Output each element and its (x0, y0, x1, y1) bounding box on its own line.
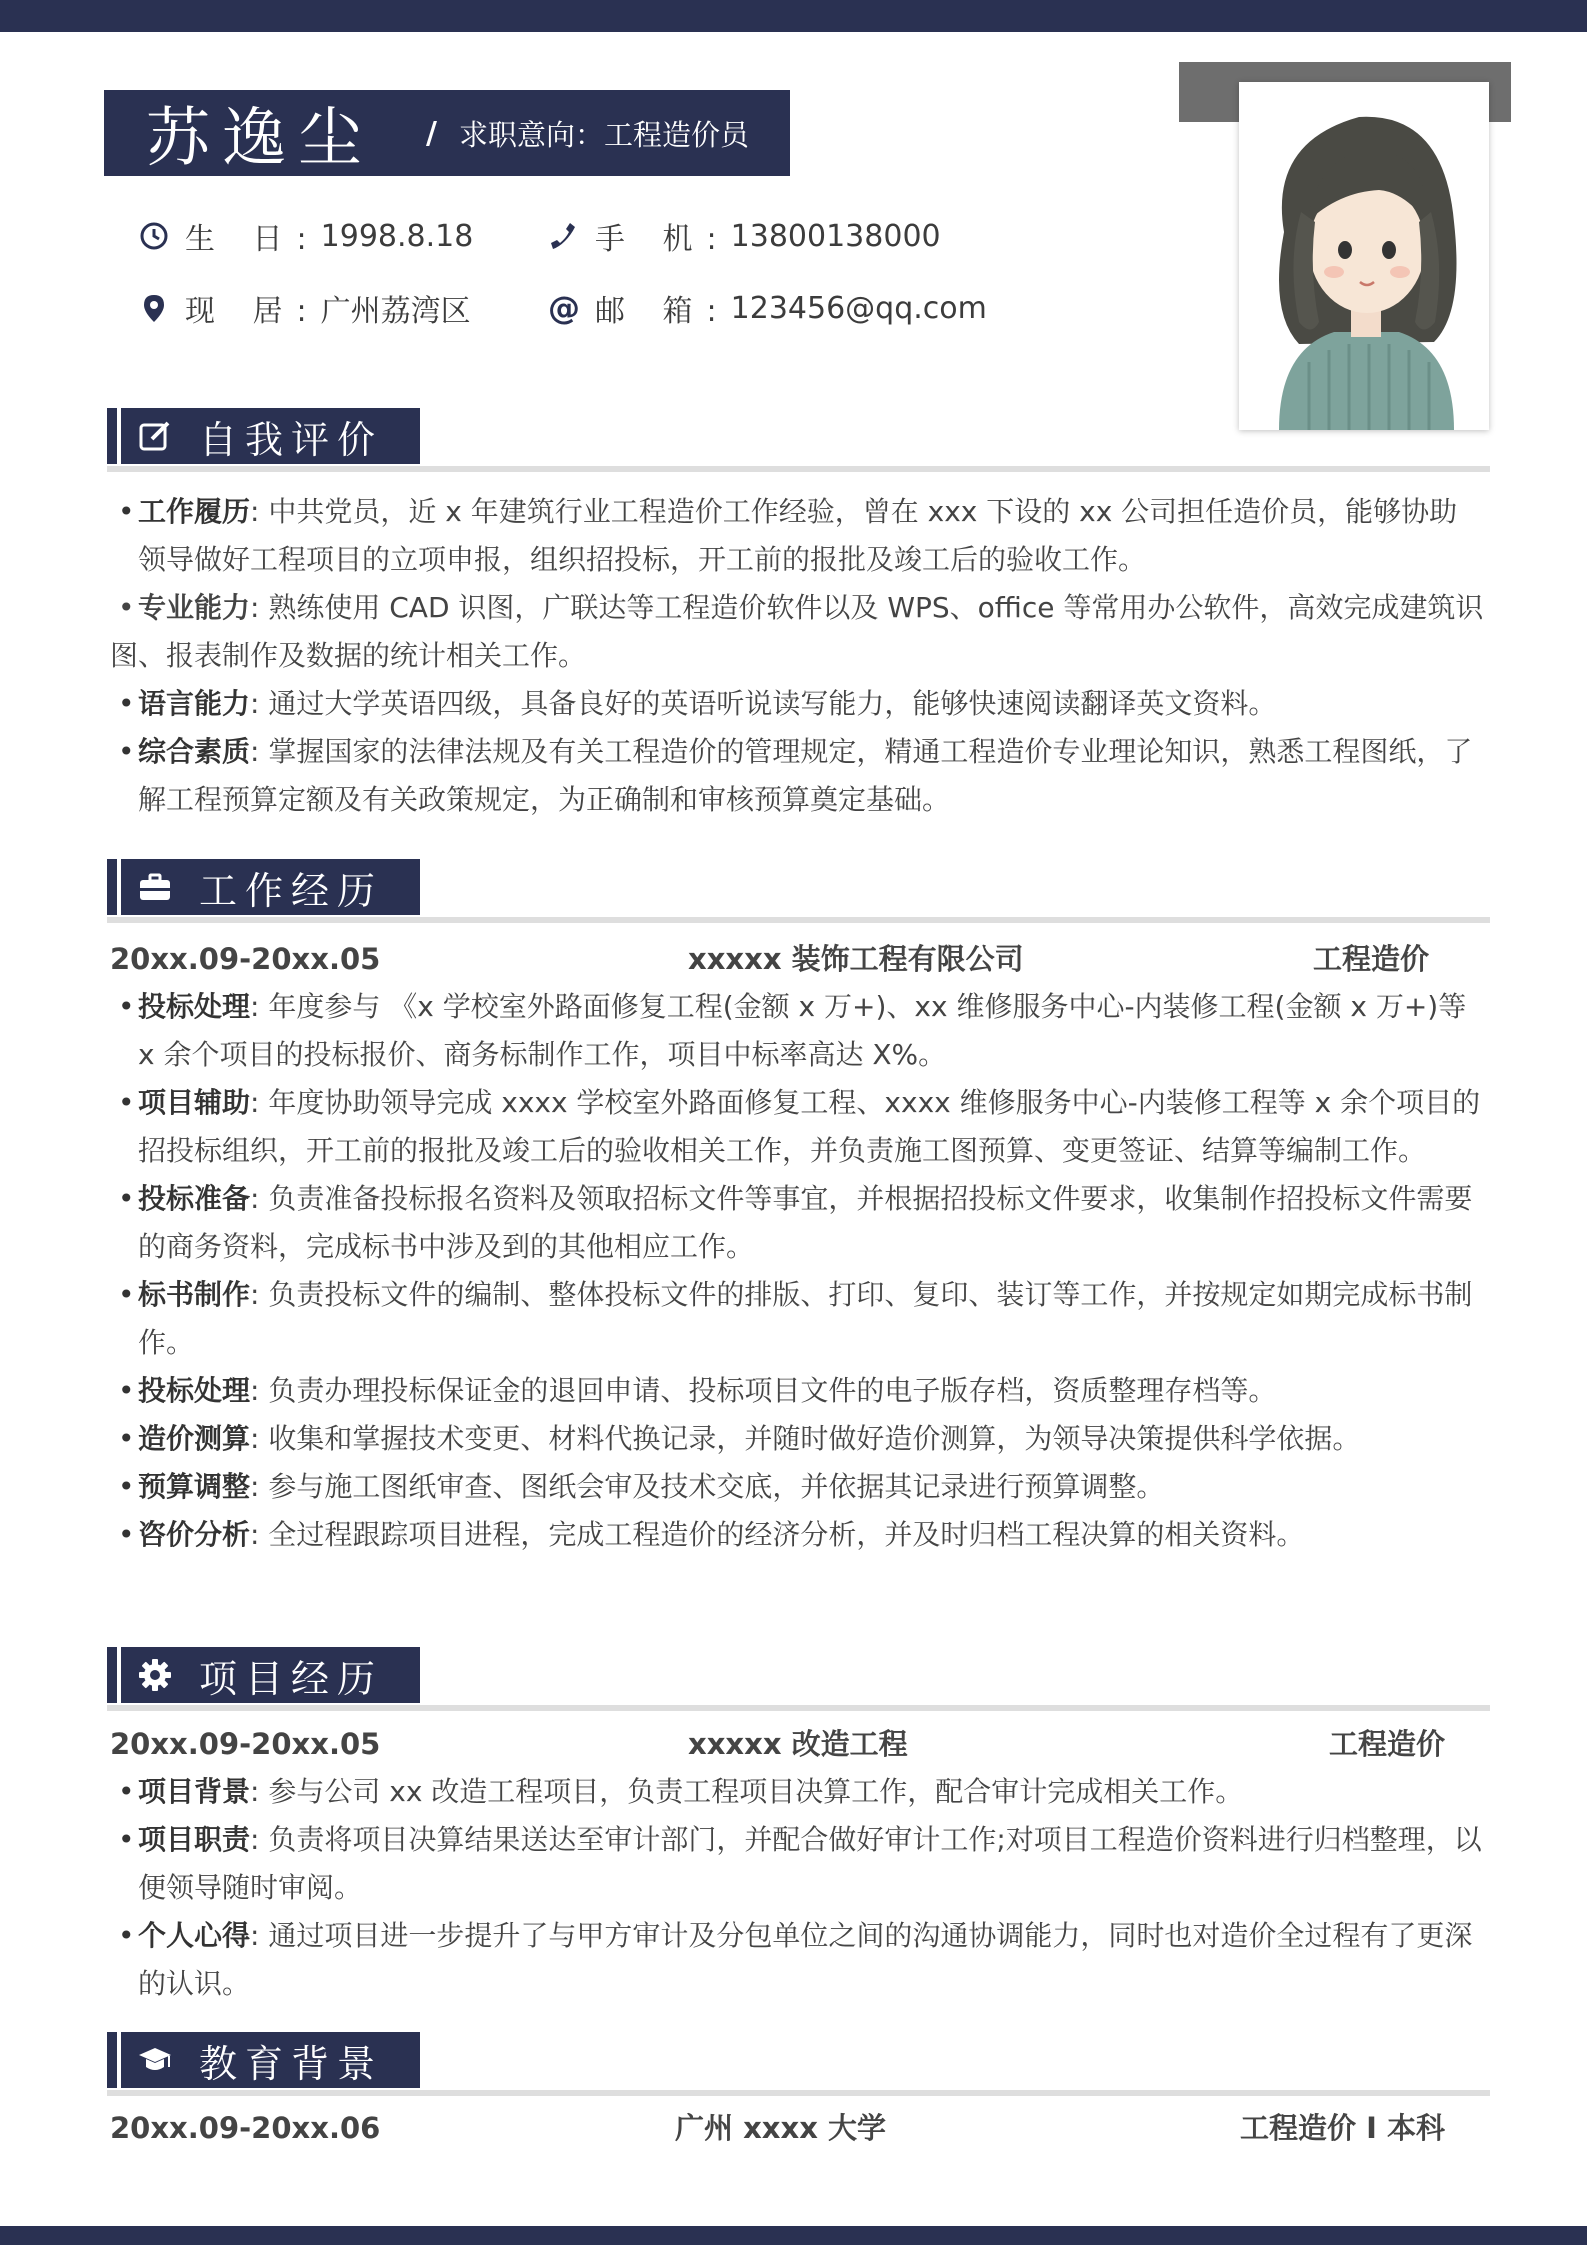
item-text: : 熟练使用 CAD 识图，广联达等工程造价软件以及 WPS、office 等常用办公软件，高效完成建筑识图、报表制作及数据的统计相关工作。 (110, 591, 1484, 672)
section-title-self-evaluation: 自我评价 (199, 417, 384, 462)
item-text: : 年度协助领导完成 xxxx 学校室外路面修复工程、xxxx 维修服务中心-内装修工程等 x 余个项目的招投标组织，开工前的报批及竣工后的验收相关工作，并负责施工图预算、变更签证、结算等编制工作。 (138, 1086, 1481, 1167)
list-item: • 专业能力: 熟练使用 CAD 识图，广联达等工程造价软件以及 WPS、office 等常用办公软件，高效完成建筑识图、报表制作及数据的统计相关工作。 (110, 591, 1484, 672)
list-item: • 项目辅助: 年度协助领导完成 xxxx 学校室外路面修复工程、xxxx 维修服务中心-内装修工程等 x 余个项目的招投标组织，开工前的报批及竣工后的验收相关工作，并负责施工图预算、变更签证、结算等编制工作。 (118, 1086, 1481, 1167)
residence-label: 现 居: (185, 294, 321, 329)
list-item: • 项目背景: 参与公司 xx 改造工程项目，负责工程项目决算工作，配合审计完成相关工作。 (118, 1775, 1244, 1808)
project-role: 工程造价 (1328, 1727, 1445, 1761)
name-banner (104, 90, 790, 176)
section-header-self-evaluation (107, 408, 420, 464)
item-text: : 参与公司 xx 改造工程项目，负责工程项目决算工作，配合审计完成相关工作。 (250, 1775, 1244, 1808)
gear-icon (137, 1657, 173, 1693)
at-sign-icon: @ (548, 289, 580, 327)
item-title: 项目背景 (138, 1775, 251, 1808)
job-intent: 求职意向：工程造价员 (458, 117, 749, 152)
name-separator: / (426, 115, 437, 151)
item-text: : 收集和掌握技术变更、材料代换记录，并随时做好造价测算，为领导决策提供科学依据。 (250, 1422, 1361, 1455)
list-item: • 个人心得: 通过项目进一步提升了与甲方审计及分包单位之间的沟通协调能力，同时也对造价全过程有了更深的认识。 (118, 1919, 1473, 2000)
item-text: : 通过项目进一步提升了与甲方审计及分包单位之间的沟通协调能力，同时也对造价全过程有了更深的认识。 (138, 1919, 1473, 2000)
work-company: xxxxx 装饰工程有限公司 (688, 942, 1024, 976)
section-header-work (107, 859, 420, 915)
graduation-cap-icon (137, 2042, 173, 2078)
list-item: • 项目职责: 负责将项目决算结果送达至审计部门，并配合做好审计工作;对项目工程造价资料进行归档整理，以便领导随时审阅。 (118, 1823, 1482, 1904)
list-item: • 语言能力: 通过大学英语四级，具备良好的英语听说读写能力，能够快速阅读翻译英文资料。 (118, 687, 1277, 720)
phone-info (547, 214, 941, 258)
email-label: 邮 箱: (595, 294, 731, 329)
work-items-list (110, 983, 1485, 1559)
top-bar (0, 0, 1587, 32)
work-experience (110, 935, 1485, 1559)
list-item: • 标书制作: 负责投标文件的编制、整体投标文件的排版、打印、复印、装订等工作，并按规定如期完成标书制作。 (118, 1278, 1473, 1359)
candidate-name: 苏逸尘 (146, 102, 374, 176)
section-divider (107, 1705, 1490, 1711)
phone-icon (547, 219, 581, 253)
work-period: 20xx.09-20xx.05 (110, 942, 381, 976)
item-title: 专业能力 (138, 591, 251, 624)
list-item: • 造价测算: 收集和掌握技术变更、材料代换记录，并随时做好造价测算，为领导决策提供科学依据。 (118, 1422, 1361, 1455)
residence-value: 广州荔湾区 (320, 294, 471, 329)
item-title: 咨价分析 (138, 1518, 251, 1551)
item-title: 投标处理 (138, 990, 251, 1023)
list-item: • 综合素质: 掌握国家的法律法规及有关工程造价的管理规定，精通工程造价专业理论知识，熟悉工程图纸，了解工程预算定额及有关政策规定，为正确制和审核预算奠定基础。 (118, 735, 1473, 816)
briefcase-icon (137, 869, 173, 905)
project-header-row (110, 1720, 1485, 1768)
list-item: • 投标处理: 年度参与 《x 学校室外路面修复工程(金额 x 万+)、xx 维修服务中心-内装修工程(金额 x 万+)等 x 余个项目的投标报价、商务标制作工作，项目中标率高达 X%。 (118, 990, 1467, 1071)
item-text: : 中共党员，近 x 年建筑行业工程造价工作经验，曾在 xxx 下设的 xx 公司担任造价员，能够协助领导做好工程项目的立项申报，组织招投标，开工前的报批及竣工后的验收工作。 (138, 495, 1458, 576)
list-item: • 咨价分析: 全过程跟踪项目进程，完成工程造价的经济分析，并及时归档工程决算的相关资料。 (118, 1518, 1305, 1551)
birth-label: 生 日: (185, 222, 321, 257)
location-pin-icon (137, 291, 171, 325)
item-title: 综合素质 (138, 735, 251, 768)
item-text: : 掌握国家的法律法规及有关工程造价的管理规定，精通工程造价专业理论知识，熟悉工程图纸，了解工程预算定额及有关政策规定，为正确制和审核预算奠定基础。 (138, 735, 1473, 816)
clock-icon (137, 219, 171, 253)
item-title: 个人心得 (138, 1919, 251, 1952)
item-text: : 负责投标文件的编制、整体投标文件的排版、打印、复印、装订等工作，并按规定如期完成标书制作。 (138, 1278, 1473, 1359)
item-title: 投标准备 (138, 1182, 251, 1215)
item-title: 项目职责 (138, 1823, 251, 1856)
list-item: • 预算调整: 参与施工图纸审查、图纸会审及技术交底，并依据其记录进行预算调整。 (118, 1470, 1165, 1503)
section-title-work: 工作经历 (199, 868, 384, 913)
section-header-project (107, 1647, 420, 1703)
item-text: : 负责准备投标报名资料及领取招标文件等事宜，并根据招投标文件要求，收集制作招投标文件需要的商务资料，完成标书中涉及到的其他相应工作。 (138, 1182, 1473, 1263)
list-item: • 投标处理: 负责办理投标保证金的退回申请、投标项目文件的电子版存档，资质整理存档等。 (118, 1374, 1277, 1407)
item-title: 项目辅助 (138, 1086, 251, 1119)
item-title: 造价测算 (138, 1422, 251, 1455)
email-info (547, 286, 987, 330)
bottom-bar (0, 2226, 1587, 2245)
section-divider (107, 466, 1490, 472)
section-divider (107, 917, 1490, 923)
phone-label: 手 机: (595, 222, 731, 257)
section-title-education: 教育背景 (199, 2041, 384, 2086)
section-title-project: 项目经历 (199, 1656, 384, 1701)
project-items-list (110, 1768, 1485, 2008)
project-experience (110, 1720, 1485, 2008)
education-period: 20xx.09-20xx.06 (110, 2111, 381, 2145)
profile-photo (1239, 82, 1489, 430)
item-text: : 负责办理投标保证金的退回申请、投标项目文件的电子版存档，资质整理存档等。 (250, 1374, 1277, 1407)
avatar-illustration (1239, 82, 1489, 430)
edit-icon (137, 418, 173, 454)
item-title: 语言能力 (138, 687, 251, 720)
work-header-row (110, 935, 1485, 983)
section-divider (107, 2090, 1490, 2096)
email-value: 123456@qq.com (730, 290, 987, 326)
project-period: 20xx.09-20xx.05 (110, 1727, 381, 1761)
residence-info (137, 286, 471, 330)
birth-info (137, 214, 473, 258)
education-row (110, 2104, 1485, 2152)
item-text: : 通过大学英语四级，具备良好的英语听说读写能力，能够快速阅读翻译英文资料。 (250, 687, 1277, 720)
birth-value: 1998.8.18 (320, 218, 474, 254)
item-title: 工作履历 (138, 495, 251, 528)
item-text: : 负责将项目决算结果送达至审计部门，并配合做好审计工作;对项目工程造价资料进行归档整理，以便领导随时审阅。 (138, 1823, 1482, 1904)
item-title: 标书制作 (138, 1278, 251, 1311)
self-evaluation-list (110, 488, 1485, 824)
section-header-education (107, 2032, 420, 2088)
education-major: 工程造价 I 本科 (1240, 2111, 1445, 2145)
list-item: • 工作履历: 中共党员，近 x 年建筑行业工程造价工作经验，曾在 xxx 下设的 xx 公司担任造价员，能够协助领导做好工程项目的立项申报，组织招投标，开工前的报批及竣工后的验收工作。 (118, 495, 1458, 576)
list-item: • 投标准备: 负责准备投标报名资料及领取招标文件等事宜，并根据招投标文件要求，收集制作招投标文件需要的商务资料，完成标书中涉及到的其他相应工作。 (118, 1182, 1473, 1263)
item-text: : 全过程跟踪项目进程，完成工程造价的经济分析，并及时归档工程决算的相关资料。 (250, 1518, 1305, 1551)
education-school: 广州 xxxx 大学 (675, 2111, 887, 2145)
item-text: : 参与施工图纸审查、图纸会审及技术交底，并依据其记录进行预算调整。 (250, 1470, 1165, 1503)
project-name: xxxxx 改造工程 (688, 1727, 908, 1761)
item-title: 预算调整 (138, 1470, 251, 1503)
education-background (110, 2104, 1485, 2152)
phone-value: 13800138000 (730, 218, 941, 254)
item-text: : 年度参与 《x 学校室外路面修复工程(金额 x 万+)、xx 维修服务中心-内装修工程(金额 x 万+)等 x 余个项目的投标报价、商务标制作工作，项目中标率高达 X%。 (138, 990, 1467, 1071)
work-role: 工程造价 (1312, 942, 1429, 976)
item-title: 投标处理 (138, 1374, 251, 1407)
